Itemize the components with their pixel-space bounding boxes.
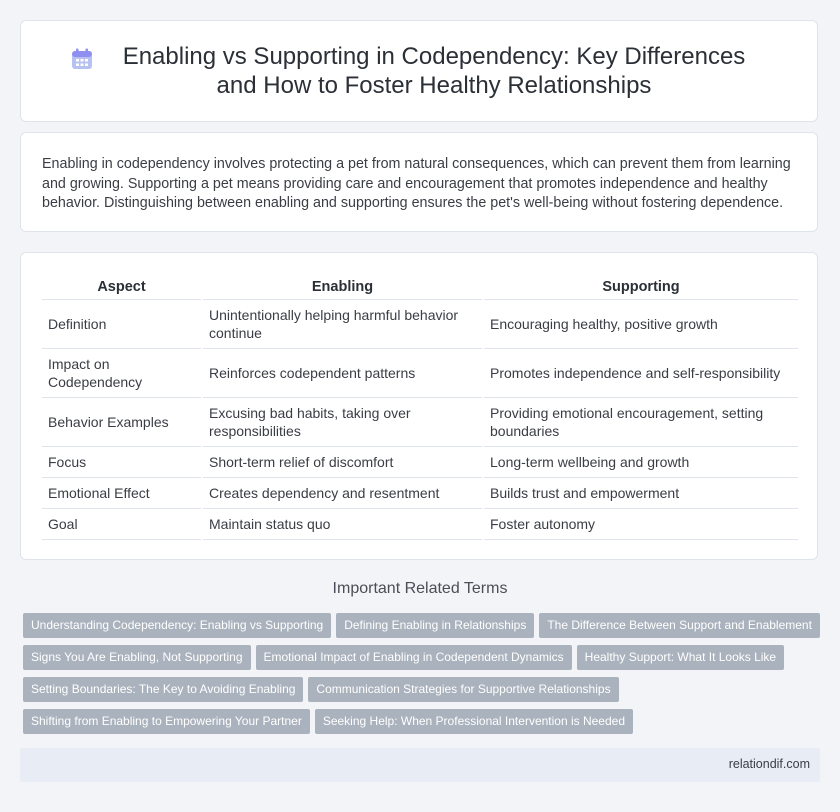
related-term-link[interactable]: Healthy Support: What It Looks Like bbox=[577, 645, 784, 670]
related-term-link[interactable]: Shifting from Enabling to Empowering Your Partner bbox=[23, 709, 310, 734]
table-cell: Creates dependency and resentment bbox=[202, 478, 483, 509]
table-cell: Foster autonomy bbox=[483, 509, 798, 540]
intro-text: Enabling in codependency involves protecting a pet from natural consequences, which can prevent them from learning and growing. Supporting a pet means providing care and encouragement that promotes independence and healthy behavior. Distinguishing between enabling and supporting ensures the pet's well-being without fostering dependence. bbox=[42, 156, 791, 211]
tag-row bbox=[23, 645, 823, 677]
table-row bbox=[42, 398, 798, 447]
table-cell: Impact on Codependency bbox=[42, 349, 202, 398]
related-term-link[interactable]: Signs You Are Enabling, Not Supporting bbox=[23, 645, 251, 670]
footer bbox=[20, 748, 820, 782]
table-cell: Unintentionally helping harmful behavior continue bbox=[202, 300, 483, 349]
tag-row bbox=[23, 709, 823, 741]
table-cell: Promotes independence and self-responsibility bbox=[483, 349, 798, 398]
related-term-link[interactable]: The Difference Between Support and Enablement bbox=[539, 613, 820, 638]
table-header-row bbox=[42, 277, 798, 300]
comparison-card bbox=[20, 252, 818, 560]
related-term-link[interactable]: Defining Enabling in Relationships bbox=[336, 613, 534, 638]
tag-row bbox=[23, 613, 823, 645]
column-header-aspect: Aspect bbox=[42, 277, 202, 300]
table-cell: Encouraging healthy, positive growth bbox=[483, 300, 798, 349]
header-card bbox=[20, 20, 818, 122]
tag-row bbox=[23, 677, 823, 709]
table-cell: Reinforces codependent patterns bbox=[202, 349, 483, 398]
related-term-link[interactable]: Communication Strategies for Supportive Relationships bbox=[308, 677, 618, 702]
table-cell: Long-term wellbeing and growth bbox=[483, 447, 798, 478]
table-cell: Focus bbox=[42, 447, 202, 478]
table-cell: Builds trust and empowerment bbox=[483, 478, 798, 509]
related-term-link[interactable]: Seeking Help: When Professional Intervention is Needed bbox=[315, 709, 633, 734]
table-row bbox=[42, 300, 798, 349]
related-term-link[interactable]: Setting Boundaries: The Key to Avoiding Enabling bbox=[23, 677, 303, 702]
table-cell: Excusing bad habits, taking over responsibilities bbox=[202, 398, 483, 447]
table-cell: Behavior Examples bbox=[42, 398, 202, 447]
table-cell: Definition bbox=[42, 300, 202, 349]
page-title: Enabling vs Supporting in Codependency: Key Differences and How to Foster Healthy Relationships bbox=[122, 43, 746, 99]
table-row bbox=[42, 478, 798, 509]
table-row bbox=[42, 447, 798, 478]
column-header-enabling: Enabling bbox=[202, 277, 483, 300]
related-term-link[interactable]: Emotional Impact of Enabling in Codependent Dynamics bbox=[256, 645, 572, 670]
related-terms-list bbox=[23, 613, 823, 741]
table-cell: Providing emotional encouragement, setting boundaries bbox=[483, 398, 798, 447]
table-cell: Maintain status quo bbox=[202, 509, 483, 540]
table-cell: Short-term relief of discomfort bbox=[202, 447, 483, 478]
column-header-supporting: Supporting bbox=[483, 277, 798, 300]
table-row bbox=[42, 509, 798, 540]
table-cell: Emotional Effect bbox=[42, 478, 202, 509]
table-cell: Goal bbox=[42, 509, 202, 540]
comparison-table bbox=[42, 277, 798, 540]
related-term-link[interactable]: Understanding Codependency: Enabling vs Supporting bbox=[23, 613, 331, 638]
table-row bbox=[42, 349, 798, 398]
footer-site-link[interactable]: relationdif.com bbox=[728, 757, 810, 771]
related-terms-heading: Important Related Terms bbox=[332, 580, 508, 597]
intro-card bbox=[20, 132, 818, 232]
